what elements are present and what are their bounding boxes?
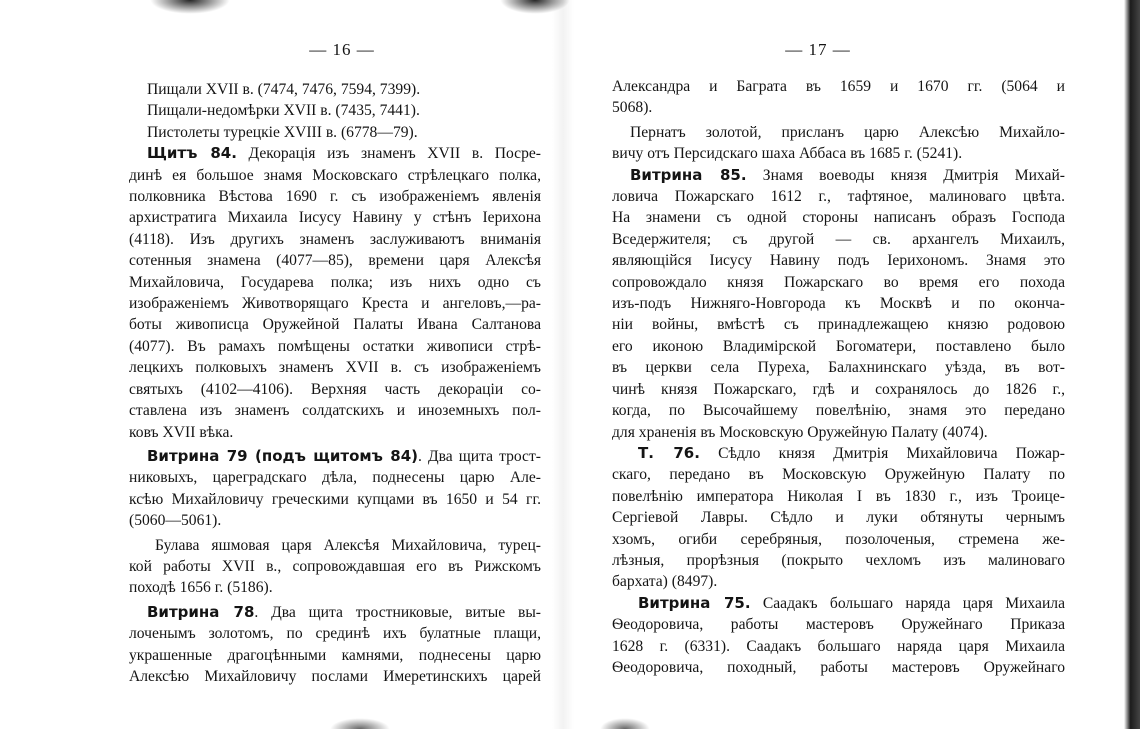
section-heading: Витрина 79 (подъ щитомъ 84) bbox=[147, 446, 419, 465]
text-line: святыхъ (4102—4106). Верхняя часть декораціи со- bbox=[129, 380, 541, 398]
text-line: кой работы XVII в., сопровождавшая его въ Рижскомъ bbox=[129, 557, 541, 575]
entry-first-line: Витрина 85. Знамя воеводы князя Дмитрія Михай- bbox=[630, 165, 1065, 184]
text-line: бархата) (8497). bbox=[612, 573, 718, 591]
text-line: изображеніемъ Животворящаго Креста и ангеловъ,—ра- bbox=[129, 295, 541, 313]
section-heading: Т. 76. bbox=[638, 443, 700, 462]
text-line: (4077). Въ рамахъ помѣщены остатки живописи стрѣ- bbox=[129, 337, 541, 355]
text-line: Ѳеодоровича, походный, работы мастеровъ Оружейнаго bbox=[612, 658, 1065, 676]
text-line: Пистолеты турецкіе XVIII в. (6778—79). bbox=[147, 123, 418, 141]
text-line: лецкихъ полковыхъ знаменъ XVII в. съ изображеніемъ bbox=[129, 359, 541, 377]
text-line: боты живописца Оружейной Палаты Ивана Салтанова bbox=[129, 316, 541, 334]
text-line: изъ-подъ Нижняго-Новгорода къ Москвѣ и по оконча- bbox=[612, 295, 1065, 313]
text-line: въ церкви села Пуреха, Балахнинскаго уѣзда, въ вот- bbox=[612, 359, 1065, 377]
text-line: ксѣю Михайловичу греческими купцами въ 1650 и 54 гг. bbox=[129, 490, 541, 508]
text-line: Булава яшмовая царя Алексѣя Михайловича, турец- bbox=[155, 536, 541, 554]
page-number: — 17 — bbox=[785, 40, 851, 59]
text-line: вичу отъ Персидскаго шаха Аббаса въ 1685 г. (5241). bbox=[612, 145, 963, 163]
text-line: ковъ XVII вѣка. bbox=[129, 423, 234, 441]
section-heading: Витрина 78 bbox=[147, 602, 255, 621]
section-heading: Витрина 75. bbox=[638, 593, 751, 612]
text-line: повелѣнію императора Николая I въ 1830 г., изъ Троице- bbox=[612, 487, 1065, 505]
text-line: чинѣ князя Пожарскаго, гдѣ и сохранялось до 1826 г., bbox=[612, 380, 1065, 398]
text-line: 1628 г. (6331). Саадакъ большаго наряда царя Михаила bbox=[612, 637, 1065, 655]
text-line: Алексѣю Михайловичу послами Имеретинскихъ царей bbox=[129, 667, 541, 685]
text-line: лѣзныя, прорѣзныя (покрыто чехломъ изъ малиноваго bbox=[612, 551, 1065, 569]
page-text bbox=[612, 76, 1065, 678]
entry-first-line: Щитъ 84. Декорація изъ знаменъ XVII в. Посре- bbox=[147, 144, 542, 163]
right-page bbox=[570, 0, 1140, 729]
section-heading: Витрина 85. bbox=[630, 165, 747, 184]
text-line: Сергіевой Лавры. Сѣдло и луки обтянуты чернымъ bbox=[612, 509, 1065, 527]
entry-first-line: Витрина 79 (подъ щитомъ 84). Два щита трост- bbox=[147, 446, 541, 465]
text-line: Пернатъ золотой, присланъ царю Алексѣю Михайло- bbox=[630, 123, 1065, 141]
text-line: Ѳеодоровича, работы мастеровъ Оружейнаго Приказа bbox=[612, 616, 1065, 634]
section-heading: Щитъ 84. bbox=[147, 144, 237, 163]
text-line: ніи войны, вмѣстѣ съ принадлежащею князю родовою bbox=[612, 316, 1065, 334]
text-line: полковника Вѣстова 1690 г. съ изображеніемъ явленія bbox=[129, 188, 541, 206]
text-line: его иконою Владимірской Богоматери, поставлено было bbox=[612, 337, 1065, 355]
page-text bbox=[129, 79, 541, 687]
text-line: когда, по Высочайшему повелѣнію, знамя это передано bbox=[612, 402, 1065, 420]
text-line: украшенные драгоцѣнными камнями, поднесены царю bbox=[129, 646, 541, 664]
text-line: для храненія въ Московскую Оружейную Палату (4074). bbox=[612, 423, 988, 441]
text-line: хзомъ, огиби серебряныя, позолоченыя, стремена же- bbox=[612, 530, 1065, 548]
text-line: Вседержителя; съ другой — св. архангелъ Михаилъ, bbox=[612, 230, 1065, 248]
text-line: ставлена изъ знаменъ солдатскихъ и иноземныхъ пол- bbox=[129, 402, 541, 420]
text-line: скаго, передано въ Московскую Оружейную Палату по bbox=[612, 466, 1065, 484]
text-line: лоченымъ золотомъ, по срединѣ ихъ булатные плащи, bbox=[129, 625, 541, 643]
text-line: никовыхъ, цареградскаго дѣла, поднесены царю Але- bbox=[129, 469, 541, 487]
text-line: 5068). bbox=[612, 99, 653, 117]
text-line: динѣ ея большое знамя Московскаго стрѣлецкаго полка, bbox=[129, 166, 541, 184]
entry-first-line: Т. 76. Сѣдло князя Дмитрія Михайловича Пожар- bbox=[638, 443, 1065, 462]
text-line: походѣ 1656 г. (5186). bbox=[129, 579, 273, 597]
entry-first-line: Витрина 75. Саадакъ большаго наряда царя Михаила bbox=[638, 593, 1065, 612]
text-line: (5060—5061). bbox=[129, 512, 222, 530]
text-line: архистратига Михаила Іисусу Навину у стѣнъ Іерихона bbox=[129, 209, 541, 227]
text-line: Пищали XVII в. (7474, 7476, 7594, 7399). bbox=[147, 81, 421, 98]
text-line: На знамени съ одной стороны написанъ образъ Господа bbox=[612, 209, 1065, 227]
text-line: ловича Пожарскаго 1612 г., тафтяное, малиноваго цвѣта. bbox=[612, 188, 1065, 206]
text-line: сопровождало князя Пожарскаго во время его похода bbox=[612, 273, 1065, 291]
text-line: Пищали-недомѣрки XVII в. (7435, 7441). bbox=[147, 102, 420, 120]
text-line: сотенныя знамена (4077—85), времени царя Алексѣя bbox=[129, 252, 541, 270]
entry-first-line: Витрина 78. Два щита тростниковые, витые вы- bbox=[147, 602, 541, 621]
text-line: (4118). Изъ другихъ знаменъ заслуживаютъ вниманія bbox=[129, 230, 541, 248]
text-line: являющійся Іисусу Навину подъ Іерихономъ. Знамя это bbox=[612, 252, 1065, 270]
text-line: Михайловича, Государева полка; изъ нихъ одно съ bbox=[129, 273, 541, 291]
text-line: Александра и Баграта въ 1659 и 1670 гг. (5064 и bbox=[612, 78, 1065, 95]
page-number: — 16 — bbox=[309, 40, 375, 59]
